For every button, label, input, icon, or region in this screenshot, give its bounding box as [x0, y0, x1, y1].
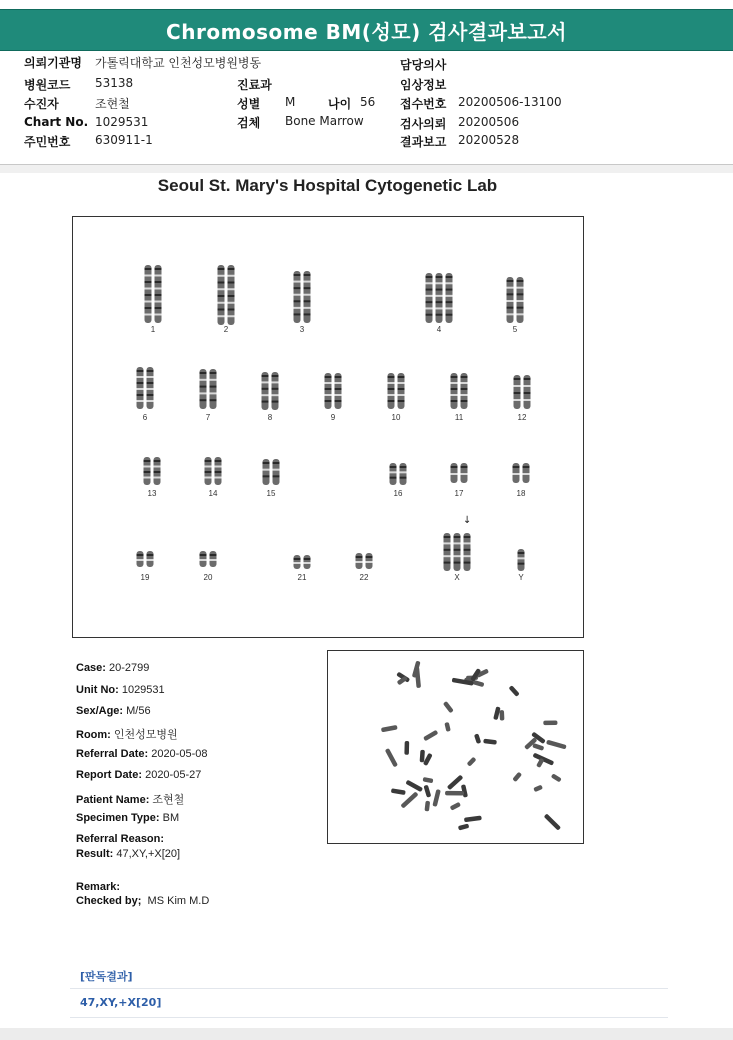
chromosome-label-20: 20	[203, 573, 213, 582]
referral-date-line	[76, 748, 207, 760]
metaphase-chromosome	[423, 785, 431, 798]
metaphase-chromosome	[444, 722, 450, 732]
receipt-no-value: 20200506-13100	[458, 95, 562, 109]
sexage-label: Sex/Age:	[76, 705, 124, 717]
age-value: 56	[360, 95, 376, 109]
referral-date-label: Referral Date:	[76, 748, 149, 760]
chromosome-pair-18	[513, 463, 530, 483]
metaphase-chromosome	[432, 789, 440, 807]
lab-title: Seoul St. Mary's Hospital Cytogenetic Lab	[157, 176, 498, 195]
chromosome-label-Y: Y	[518, 573, 524, 582]
chromosome-pair-10	[388, 373, 405, 409]
chromosome-pair-1	[145, 265, 162, 323]
chromosome-pair-22	[356, 553, 373, 569]
metaphase-chromosome	[420, 750, 425, 763]
metaphase-chromosome	[445, 791, 464, 796]
report-date-line	[76, 769, 201, 781]
metaphase-chromosome	[404, 741, 409, 755]
referral-date-value: 2020-05-08	[151, 748, 208, 760]
resident-no-label: 주민번호	[24, 135, 71, 149]
chromosome-label-1: 1	[150, 325, 156, 334]
sex-label: 성별	[237, 97, 261, 111]
metaphase-chromosome	[543, 720, 557, 725]
chromosome-pair-3	[294, 271, 311, 323]
chromosome-pair-16	[390, 463, 407, 485]
metaphase-chromosome	[533, 785, 543, 793]
referral-reason-label: Referral Reason:	[76, 833, 165, 845]
sex-value: M	[285, 95, 296, 109]
request-date-label: 검사의뢰	[400, 117, 447, 131]
metaphase-chromosome	[467, 757, 477, 767]
chromosome-label-17: 17	[454, 489, 464, 498]
hospital-code-label: 병원코드	[24, 78, 71, 92]
hospital-code-value: 53138	[95, 76, 134, 90]
case-line	[76, 662, 149, 674]
chromosome-label-2: 2	[223, 325, 229, 334]
clinical-info-label: 임상정보	[400, 78, 447, 92]
chromosome-label-12: 12	[517, 413, 527, 422]
metaphase-chromosome	[464, 815, 482, 822]
chromosome-pair-X	[444, 533, 471, 571]
result-label: Result:	[76, 848, 114, 860]
chromosome-pair-11	[451, 373, 468, 409]
karyogram-image	[72, 216, 584, 638]
metaphase-chromosome	[512, 772, 522, 782]
patient-name-value: 조현철	[152, 794, 185, 806]
metaphase-chromosome	[474, 733, 481, 744]
referral-reason-line	[76, 833, 164, 845]
metaphase-chromosome	[551, 773, 562, 782]
sexage-value: M/56	[126, 705, 151, 717]
interpretation-value: 47,XY,+X[20]	[80, 996, 162, 1009]
chromosome-label-14: 14	[208, 489, 218, 498]
metaphase-chromosome	[381, 725, 398, 732]
patient-value: 조현철	[95, 97, 130, 111]
metaphase-chromosome	[450, 802, 461, 811]
metaphase-chromosome	[532, 743, 544, 751]
interpretation-section	[70, 962, 668, 1018]
receipt-no-label: 접수번호	[400, 97, 447, 111]
report-date-label: 결과보고	[400, 135, 447, 149]
chromosome-label-4: 4	[436, 325, 442, 334]
room-line	[76, 726, 178, 742]
interpretation-divider	[70, 988, 668, 989]
case-label: Case:	[76, 662, 106, 674]
bottom-bar	[0, 1028, 733, 1040]
chromosome-pair-4	[426, 273, 453, 323]
metaphase-chromosome	[447, 775, 464, 791]
chromosome-pair-15	[263, 459, 280, 485]
checked-by-value: MS Kim M.D	[147, 895, 210, 907]
chromosome-label-11: 11	[454, 413, 464, 422]
chromosome-label-16: 16	[393, 489, 403, 498]
metaphase-chromosome	[443, 701, 454, 713]
specimen-type-value: BM	[162, 812, 180, 824]
result-line	[76, 848, 180, 860]
room-value: 인천성모병원	[113, 729, 178, 741]
department-label: 진료과	[237, 78, 272, 92]
sexage-line	[76, 705, 151, 717]
metaphase-chromosome	[458, 823, 469, 830]
metaphase-chromosome	[405, 780, 423, 793]
chromosome-label-22: 22	[359, 573, 369, 582]
chromosome-label-19: 19	[140, 573, 150, 582]
request-date-value: 20200506	[458, 115, 520, 129]
specimen-value: Bone Marrow	[285, 114, 364, 128]
metaphase-chromosome	[532, 753, 554, 766]
chromosome-pair-17	[451, 463, 468, 483]
remark-label: Remark:	[76, 881, 121, 893]
specimen-label: 검체	[237, 116, 261, 130]
chromosome-label-5: 5	[512, 325, 518, 334]
chromosome-label-13: 13	[147, 489, 157, 498]
unit-value: 1029531	[121, 684, 165, 696]
metaphase-chromosome	[483, 739, 497, 745]
checked-by-label: Checked by;	[76, 895, 142, 907]
metaphase-chromosome	[391, 788, 406, 795]
header-shade	[0, 165, 733, 173]
chromosome-pair-9	[325, 373, 342, 409]
chromosome-pair-7	[200, 369, 217, 409]
chromosome-pair-19	[137, 551, 154, 567]
chromosome-label-8: 8	[267, 413, 273, 422]
chromosome-pair-6	[137, 367, 154, 409]
case-report-date-value: 2020-05-27	[145, 769, 202, 781]
metaphase-spread-image	[327, 650, 584, 844]
report-title: Chromosome BM(성모) 검사결과보고서	[166, 19, 567, 44]
chromosome-pair-13	[144, 457, 161, 485]
institution-label: 의뢰기관명	[24, 56, 82, 70]
chromosome-pair-2	[218, 265, 235, 325]
case-value: 20-2799	[109, 662, 150, 674]
report-title-bar	[0, 9, 733, 51]
patient-name-line	[76, 791, 184, 807]
chromosome-pair-12	[514, 375, 531, 409]
chromosome-label-9: 9	[330, 413, 336, 422]
chromosome-label-21: 21	[297, 573, 307, 582]
case-report-date-label: Report Date:	[76, 769, 143, 781]
chromosome-pair-8	[262, 372, 279, 410]
chromosome-pair-5	[507, 277, 524, 323]
metaphase-chromosome	[546, 740, 567, 750]
chromosome-label-X: X	[454, 573, 460, 582]
chromosome-pair-20	[200, 551, 217, 567]
patient-name-label: Patient Name:	[76, 794, 150, 806]
chromosome-pair-Y	[518, 549, 525, 571]
chromosome-label-15: 15	[266, 489, 276, 498]
metaphase-spread-drawing	[328, 651, 583, 843]
chart-no-value: 1029531	[95, 115, 149, 129]
metaphase-chromosome	[493, 706, 500, 720]
chromosome-pair-21	[294, 555, 311, 569]
metaphase-chromosome	[544, 813, 561, 830]
report-date-value: 20200528	[458, 133, 520, 147]
chromosome-label-18: 18	[516, 489, 526, 498]
patient-label: 수진자	[24, 97, 59, 111]
chromosome-pair-14	[205, 457, 222, 485]
specimen-type-label: Specimen Type:	[76, 812, 160, 824]
institution-value: 가톨릭대학교 인천성모병원병동	[95, 56, 262, 70]
unit-label: Unit No:	[76, 684, 119, 696]
chromosome-label-3: 3	[299, 325, 305, 334]
metaphase-chromosome	[423, 730, 438, 742]
unit-line	[76, 684, 165, 696]
age-label: 나이	[328, 97, 352, 111]
doctor-label: 담당의사	[400, 58, 447, 72]
room-label: Room:	[76, 729, 111, 741]
chart-no-label: Chart No.	[24, 115, 89, 129]
metaphase-chromosome	[423, 777, 434, 783]
chromosome-label-7: 7	[205, 413, 211, 422]
metaphase-chromosome	[499, 710, 504, 721]
metaphase-chromosome	[424, 801, 430, 812]
chromosome-label-6: 6	[142, 413, 148, 422]
interpretation-title: [판독결과]	[80, 970, 133, 983]
result-value: 47,XY,+X[20]	[116, 848, 181, 860]
remark-line	[76, 881, 120, 893]
resident-no-value: 630911-1	[95, 133, 153, 147]
checked-by-line	[76, 895, 209, 907]
chromosome-label-10: 10	[391, 413, 401, 422]
metaphase-chromosome	[509, 685, 520, 697]
metaphase-chromosome	[385, 748, 398, 767]
metaphase-chromosome	[461, 784, 468, 797]
specimen-type-line	[76, 812, 179, 824]
interpretation-bottom-divider	[70, 1017, 668, 1018]
extra-x-marker-arrow-icon: ↓	[463, 515, 472, 526]
